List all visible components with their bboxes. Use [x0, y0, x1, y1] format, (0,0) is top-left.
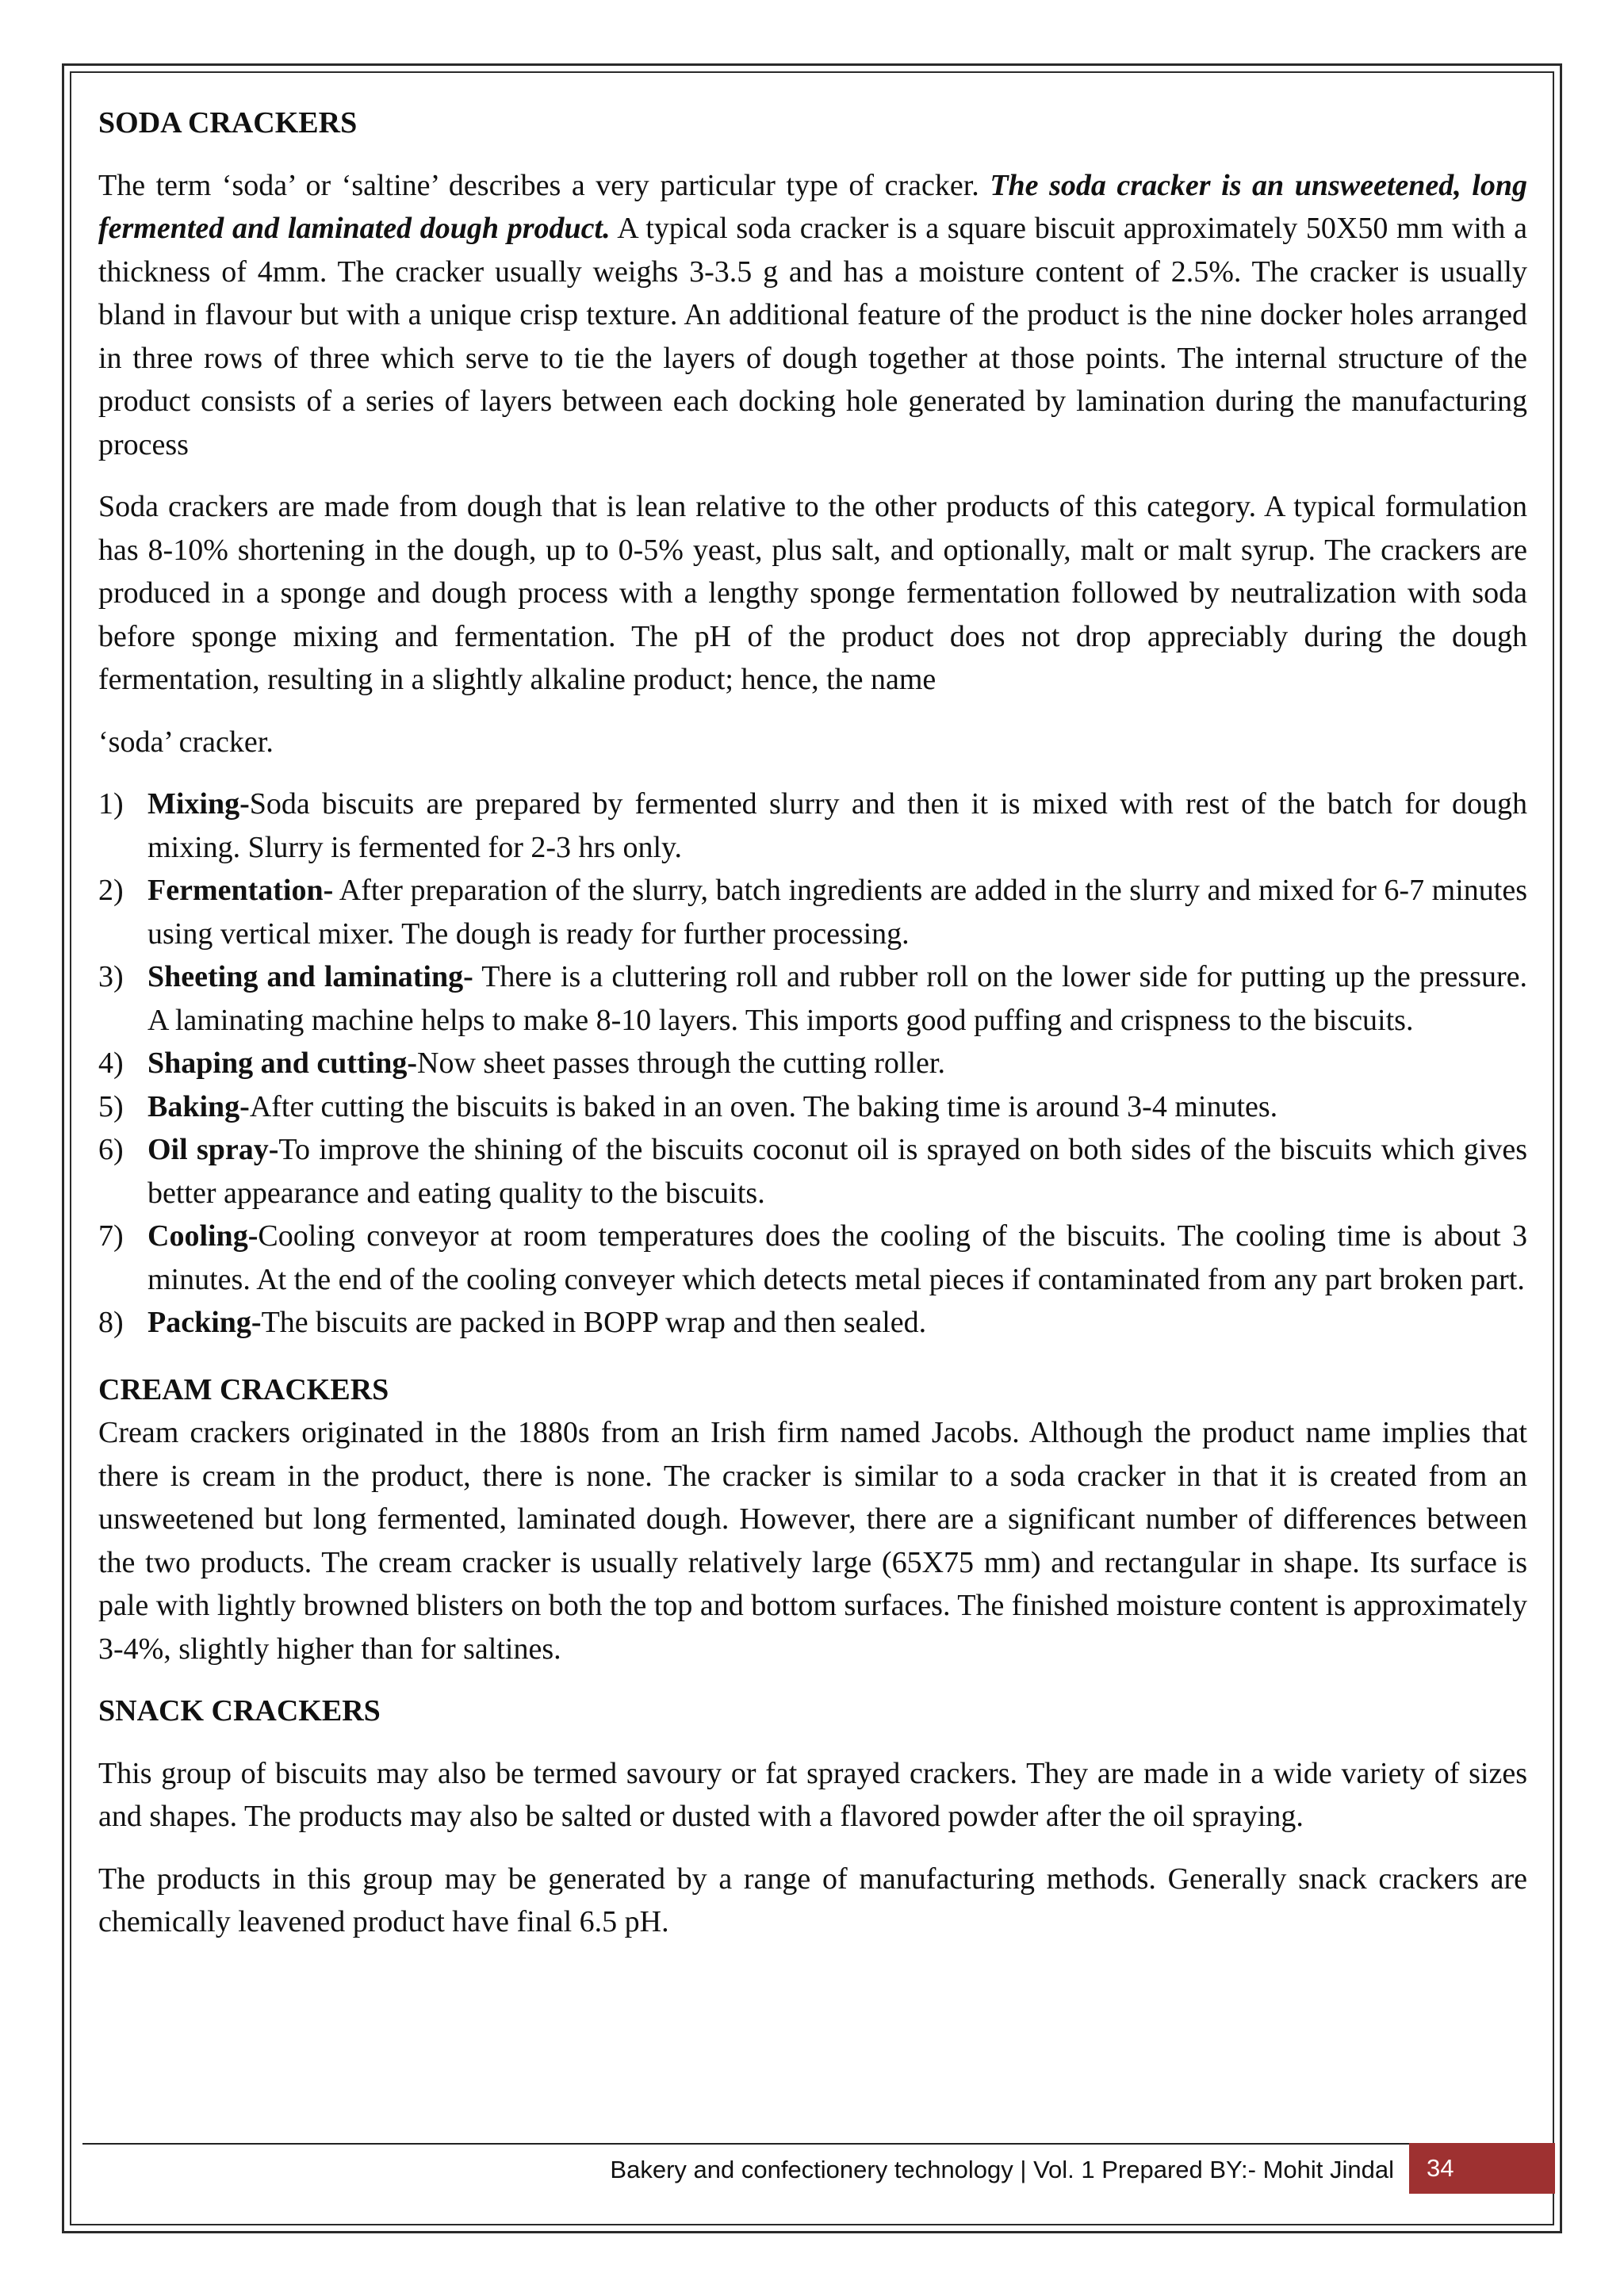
step-text: Cooling conveyor at room temperatures does the cooling of the biscuits. The cooling time is about 3 minutes. At the end of the cooling conveyer which detects metal pieces if contaminated from any part broken part. — [147, 1219, 1527, 1296]
step-term: Cooling- — [147, 1219, 259, 1253]
cream-crackers-paragraph: Cream crackers originated in the 1880s from an Irish firm named Jacobs. Although the product name implies that there is cream in the product, there is none. The cracker is similar to a soda cracker in that it is created from an unsweetened but long fermented, laminated dough. However, there are a significant number of differences between the two products. The cream cracker is usually relatively large (65X75 mm) and rectangular in shape. Its surface is pale with lightly browned blisters on both the top and bottom surfaces. The finished moisture content is approximately 3-4%, slightly higher than for saltines. — [98, 1416, 1527, 1666]
step-text: The biscuits are packed in BOPP wrap and then sealed. — [261, 1306, 927, 1339]
snack-crackers-heading: SNACK CRACKERS — [98, 1694, 381, 1728]
page-content — [98, 101, 1527, 1944]
step-number: 2) — [98, 874, 124, 907]
list-item — [98, 955, 1527, 1042]
step-number: 1) — [98, 787, 124, 821]
step-term: Fermentation- — [147, 874, 334, 907]
step-term: Sheeting and laminating- — [147, 960, 473, 993]
soda-intro-text-b: A typical soda cracker is a square biscuit approximately 50X50 mm with a thickness of 4mm. The cracker usually weighs 3-3.5 g and has a moisture content of 2.5%. The cracker is usually bland in flavour but with a unique crisp texture. An additional feature of the product is the nine docker holes arranged in three rows of three which serve to tie the layers of dough together at those points. The internal structure of the product consists of a series of layers between each docking hole generated by lamination during the manufacturing process — [98, 212, 1527, 461]
step-text: After cutting the biscuits is baked in an oven. The baking time is around 3-4 minutes. — [249, 1089, 1278, 1123]
cream-crackers-heading: CREAM CRACKERS — [98, 1372, 389, 1406]
list-item — [98, 1042, 1527, 1085]
list-item — [98, 1215, 1527, 1301]
step-number: 5) — [98, 1089, 124, 1123]
step-text: After preparation of the slurry, batch ingredients are added in the slurry and mixed for 6-7 minutes using vertical mixer. The dough is ready for further processing. — [147, 874, 1527, 951]
step-term: Baking- — [147, 1089, 250, 1123]
snack-crackers-paragraph-2: The products in this group may be generated by a range of manufacturing methods. Generally snack crackers are chemically leavened product have final 6.5 pH. — [98, 1862, 1527, 1938]
soda-formulation-paragraph: Soda crackers are made from dough that is lean relative to the other products of this category. A typical formulation has 8-10% shortening in the dough, up to 0-5% yeast, plus salt, and optionally, malt or malt syrup. The crackers are produced in a sponge and dough process with a lengthy sponge fermentation followed by neutralization with soda before sponge mixing and fermentation. The pH of the product does not drop appreciably during the dough fermentation, resulting in a slightly alkaline product; hence, the name — [98, 490, 1527, 696]
step-term: Shaping and cutting- — [147, 1047, 418, 1080]
step-number: 8) — [98, 1306, 124, 1339]
step-number: 4) — [98, 1047, 124, 1080]
step-text: Now sheet passes through the cutting roller. — [417, 1047, 945, 1080]
footer-title: Bakery and confectionery technology | Vol. 1 Prepared BY:- Mohit Jindal — [610, 2156, 1394, 2183]
soda-definition-emphasis: The soda cracker is an unsweetened, long fermented and laminated dough product. — [98, 168, 1527, 245]
step-term: Oil spray- — [147, 1133, 279, 1166]
list-item — [98, 783, 1527, 869]
list-item — [98, 1301, 1527, 1345]
list-item — [98, 1085, 1527, 1129]
page-number-badge: 34 — [1409, 2143, 1555, 2194]
soda-intro-paragraph — [98, 164, 1527, 467]
step-number: 6) — [98, 1133, 124, 1166]
soda-name-line: ‘soda’ cracker. — [98, 725, 274, 759]
step-number: 7) — [98, 1219, 124, 1253]
process-steps-list — [98, 783, 1527, 1345]
step-text: To improve the shining of the biscuits coconut oil is sprayed on both sides of the biscuits which gives better appearance and eating quality to the biscuits. — [147, 1133, 1527, 1210]
step-term: Mixing- — [147, 787, 250, 821]
soda-crackers-heading: SODA CRACKERS — [98, 106, 358, 140]
step-term: Packing- — [147, 1306, 262, 1339]
step-text: There is a cluttering roll and rubber roll on the lower side for putting up the pressure. A laminating machine helps to make 8-10 layers. This imports good puffing and crispness to the biscuits. — [147, 960, 1527, 1037]
footer-divider — [82, 2143, 1409, 2145]
list-item — [98, 869, 1527, 955]
snack-crackers-paragraph-1: This group of biscuits may also be termed savoury or fat sprayed crackers. They are made in a wide variety of sizes and shapes. The products may also be salted or dusted with a flavored powder after the oil spraying. — [98, 1756, 1527, 1833]
step-number: 3) — [98, 960, 124, 993]
step-text: Soda biscuits are prepared by fermented slurry and then it is mixed with rest of the batch for dough mixing. Slurry is fermented for 2-3 hrs only. — [147, 787, 1527, 864]
soda-intro-text-a: The term ‘soda’ or ‘saltine’ describes a very particular type of cracker. — [98, 168, 990, 202]
list-item — [98, 1128, 1527, 1215]
